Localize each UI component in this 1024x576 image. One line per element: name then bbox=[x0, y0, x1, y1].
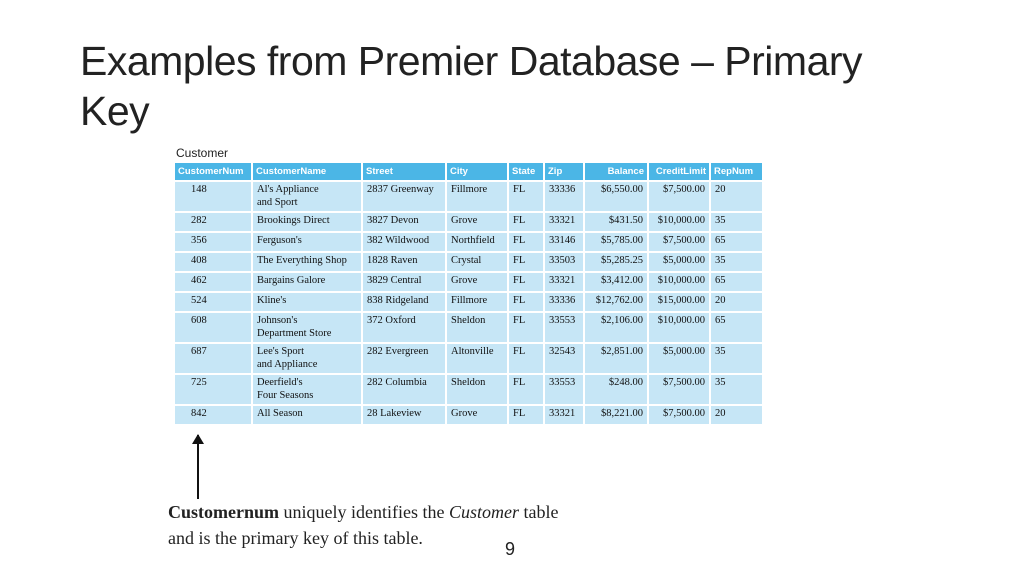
column-header: Balance bbox=[584, 163, 648, 181]
table-cell: 3827 Devon bbox=[362, 212, 446, 232]
table-cell: $5,000.00 bbox=[648, 343, 710, 374]
table-cell: FL bbox=[508, 272, 544, 292]
table-cell: 28 Lakeview bbox=[362, 405, 446, 425]
table-cell: Grove bbox=[446, 405, 508, 425]
table-cell: $7,500.00 bbox=[648, 374, 710, 405]
table-cell: 33336 bbox=[544, 181, 584, 212]
table-row bbox=[174, 405, 763, 425]
table-cell: $8,221.00 bbox=[584, 405, 648, 425]
table-cell: The Everything Shop bbox=[252, 252, 362, 272]
table-cell: FL bbox=[508, 343, 544, 374]
table-row bbox=[174, 252, 763, 272]
column-header: Zip bbox=[544, 163, 584, 181]
table-cell: 33553 bbox=[544, 312, 584, 343]
table-row bbox=[174, 312, 763, 343]
table-cell: $5,785.00 bbox=[584, 232, 648, 252]
arrow-line bbox=[197, 435, 199, 499]
table-row bbox=[174, 343, 763, 374]
table-cell: FL bbox=[508, 232, 544, 252]
column-header: CreditLimit bbox=[648, 163, 710, 181]
table-cell: 462 bbox=[174, 272, 252, 292]
table-cell: Ferguson's bbox=[252, 232, 362, 252]
table-cell: 65 bbox=[710, 232, 763, 252]
note-italic: Customer bbox=[448, 502, 519, 522]
note-text: uniquely identifies the bbox=[279, 502, 449, 522]
page-number: 9 bbox=[505, 539, 516, 559]
table-cell: 524 bbox=[174, 292, 252, 312]
table-cell: Lee's Sport and Appliance bbox=[252, 343, 362, 374]
table-cell: All Season bbox=[252, 405, 362, 425]
table-cell: Grove bbox=[446, 212, 508, 232]
table-cell: 372 Oxford bbox=[362, 312, 446, 343]
table-cell: FL bbox=[508, 212, 544, 232]
table-cell: 382 Wildwood bbox=[362, 232, 446, 252]
table-cell: 408 bbox=[174, 252, 252, 272]
table-cell: Fillmore bbox=[446, 181, 508, 212]
table-cell: 33553 bbox=[544, 374, 584, 405]
table-cell: $431.50 bbox=[584, 212, 648, 232]
table-cell: FL bbox=[508, 252, 544, 272]
column-header: CustomerName bbox=[252, 163, 362, 181]
table-cell: 148 bbox=[174, 181, 252, 212]
note-text-2: table and is the primary key of this table. bbox=[168, 502, 559, 548]
table-cell: $248.00 bbox=[584, 374, 648, 405]
customer-table bbox=[173, 163, 764, 426]
table-cell: 282 Evergreen bbox=[362, 343, 446, 374]
table-cell: 687 bbox=[174, 343, 252, 374]
table-cell: $12,762.00 bbox=[584, 292, 648, 312]
note-bold: Customernum bbox=[168, 502, 279, 522]
table-cell: Sheldon bbox=[446, 312, 508, 343]
table-cell: $3,412.00 bbox=[584, 272, 648, 292]
slide-title: Examples from Premier Database – Primary Key bbox=[80, 38, 863, 134]
column-header: State bbox=[508, 163, 544, 181]
table-cell: $6,550.00 bbox=[584, 181, 648, 212]
table-cell: Fillmore bbox=[446, 292, 508, 312]
table-cell: 282 bbox=[174, 212, 252, 232]
table-cell: 32543 bbox=[544, 343, 584, 374]
table-cell: $5,285.25 bbox=[584, 252, 648, 272]
column-header: Street bbox=[362, 163, 446, 181]
table-cell: $10,000.00 bbox=[648, 272, 710, 292]
table-row bbox=[174, 181, 763, 212]
table-cell: 35 bbox=[710, 212, 763, 232]
column-header: City bbox=[446, 163, 508, 181]
table-row bbox=[174, 212, 763, 232]
table-cell: FL bbox=[508, 405, 544, 425]
table-cell: Johnson's Department Store bbox=[252, 312, 362, 343]
table-cell: 35 bbox=[710, 252, 763, 272]
table-cell: 33321 bbox=[544, 212, 584, 232]
table-cell: 35 bbox=[710, 374, 763, 405]
table-cell: 35 bbox=[710, 343, 763, 374]
table-cell: 282 Columbia bbox=[362, 374, 446, 405]
table-cell: 356 bbox=[174, 232, 252, 252]
table-cell: $10,000.00 bbox=[648, 312, 710, 343]
table-cell: $10,000.00 bbox=[648, 212, 710, 232]
table-cell: Crystal bbox=[446, 252, 508, 272]
column-header: CustomerNum bbox=[174, 163, 252, 181]
table-cell: $15,000.00 bbox=[648, 292, 710, 312]
table-cell: 20 bbox=[710, 405, 763, 425]
table-row bbox=[174, 292, 763, 312]
table-cell: Deerfield's Four Seasons bbox=[252, 374, 362, 405]
table-cell: 33503 bbox=[544, 252, 584, 272]
table-cell: Al's Appliance and Sport bbox=[252, 181, 362, 212]
table-cell: Kline's bbox=[252, 292, 362, 312]
table-row bbox=[174, 374, 763, 405]
table-cell: Grove bbox=[446, 272, 508, 292]
table-cell: 20 bbox=[710, 181, 763, 212]
table-cell: 33321 bbox=[544, 272, 584, 292]
table-cell: $2,851.00 bbox=[584, 343, 648, 374]
table-cell: $5,000.00 bbox=[648, 252, 710, 272]
table-cell: 65 bbox=[710, 312, 763, 343]
table-cell: 725 bbox=[174, 374, 252, 405]
table-cell: 33321 bbox=[544, 405, 584, 425]
table-row bbox=[174, 232, 763, 252]
table-cell: 2837 Greenway bbox=[362, 181, 446, 212]
table-cell: $7,500.00 bbox=[648, 181, 710, 212]
table-cell: FL bbox=[508, 374, 544, 405]
table-cell: 33146 bbox=[544, 232, 584, 252]
table-cell: Sheldon bbox=[446, 374, 508, 405]
table-cell: 3829 Central bbox=[362, 272, 446, 292]
table-cell: FL bbox=[508, 312, 544, 343]
table-cell: Altonville bbox=[446, 343, 508, 374]
primary-key-note bbox=[168, 499, 558, 551]
table-row bbox=[174, 272, 763, 292]
table-cell: FL bbox=[508, 181, 544, 212]
table-cell: 838 Ridgeland bbox=[362, 292, 446, 312]
table-cell: 842 bbox=[174, 405, 252, 425]
table-caption: Customer bbox=[176, 146, 229, 160]
table-cell: Northfield bbox=[446, 232, 508, 252]
table-cell: $7,500.00 bbox=[648, 405, 710, 425]
column-header: RepNum bbox=[710, 163, 763, 181]
table-cell: 1828 Raven bbox=[362, 252, 446, 272]
table-cell: 33336 bbox=[544, 292, 584, 312]
table-cell: 608 bbox=[174, 312, 252, 343]
table-cell: $7,500.00 bbox=[648, 232, 710, 252]
table-cell: 65 bbox=[710, 272, 763, 292]
table-cell: $2,106.00 bbox=[584, 312, 648, 343]
table-cell: FL bbox=[508, 292, 544, 312]
table-cell: Bargains Galore bbox=[252, 272, 362, 292]
table-cell: Brookings Direct bbox=[252, 212, 362, 232]
table-cell: 20 bbox=[710, 292, 763, 312]
